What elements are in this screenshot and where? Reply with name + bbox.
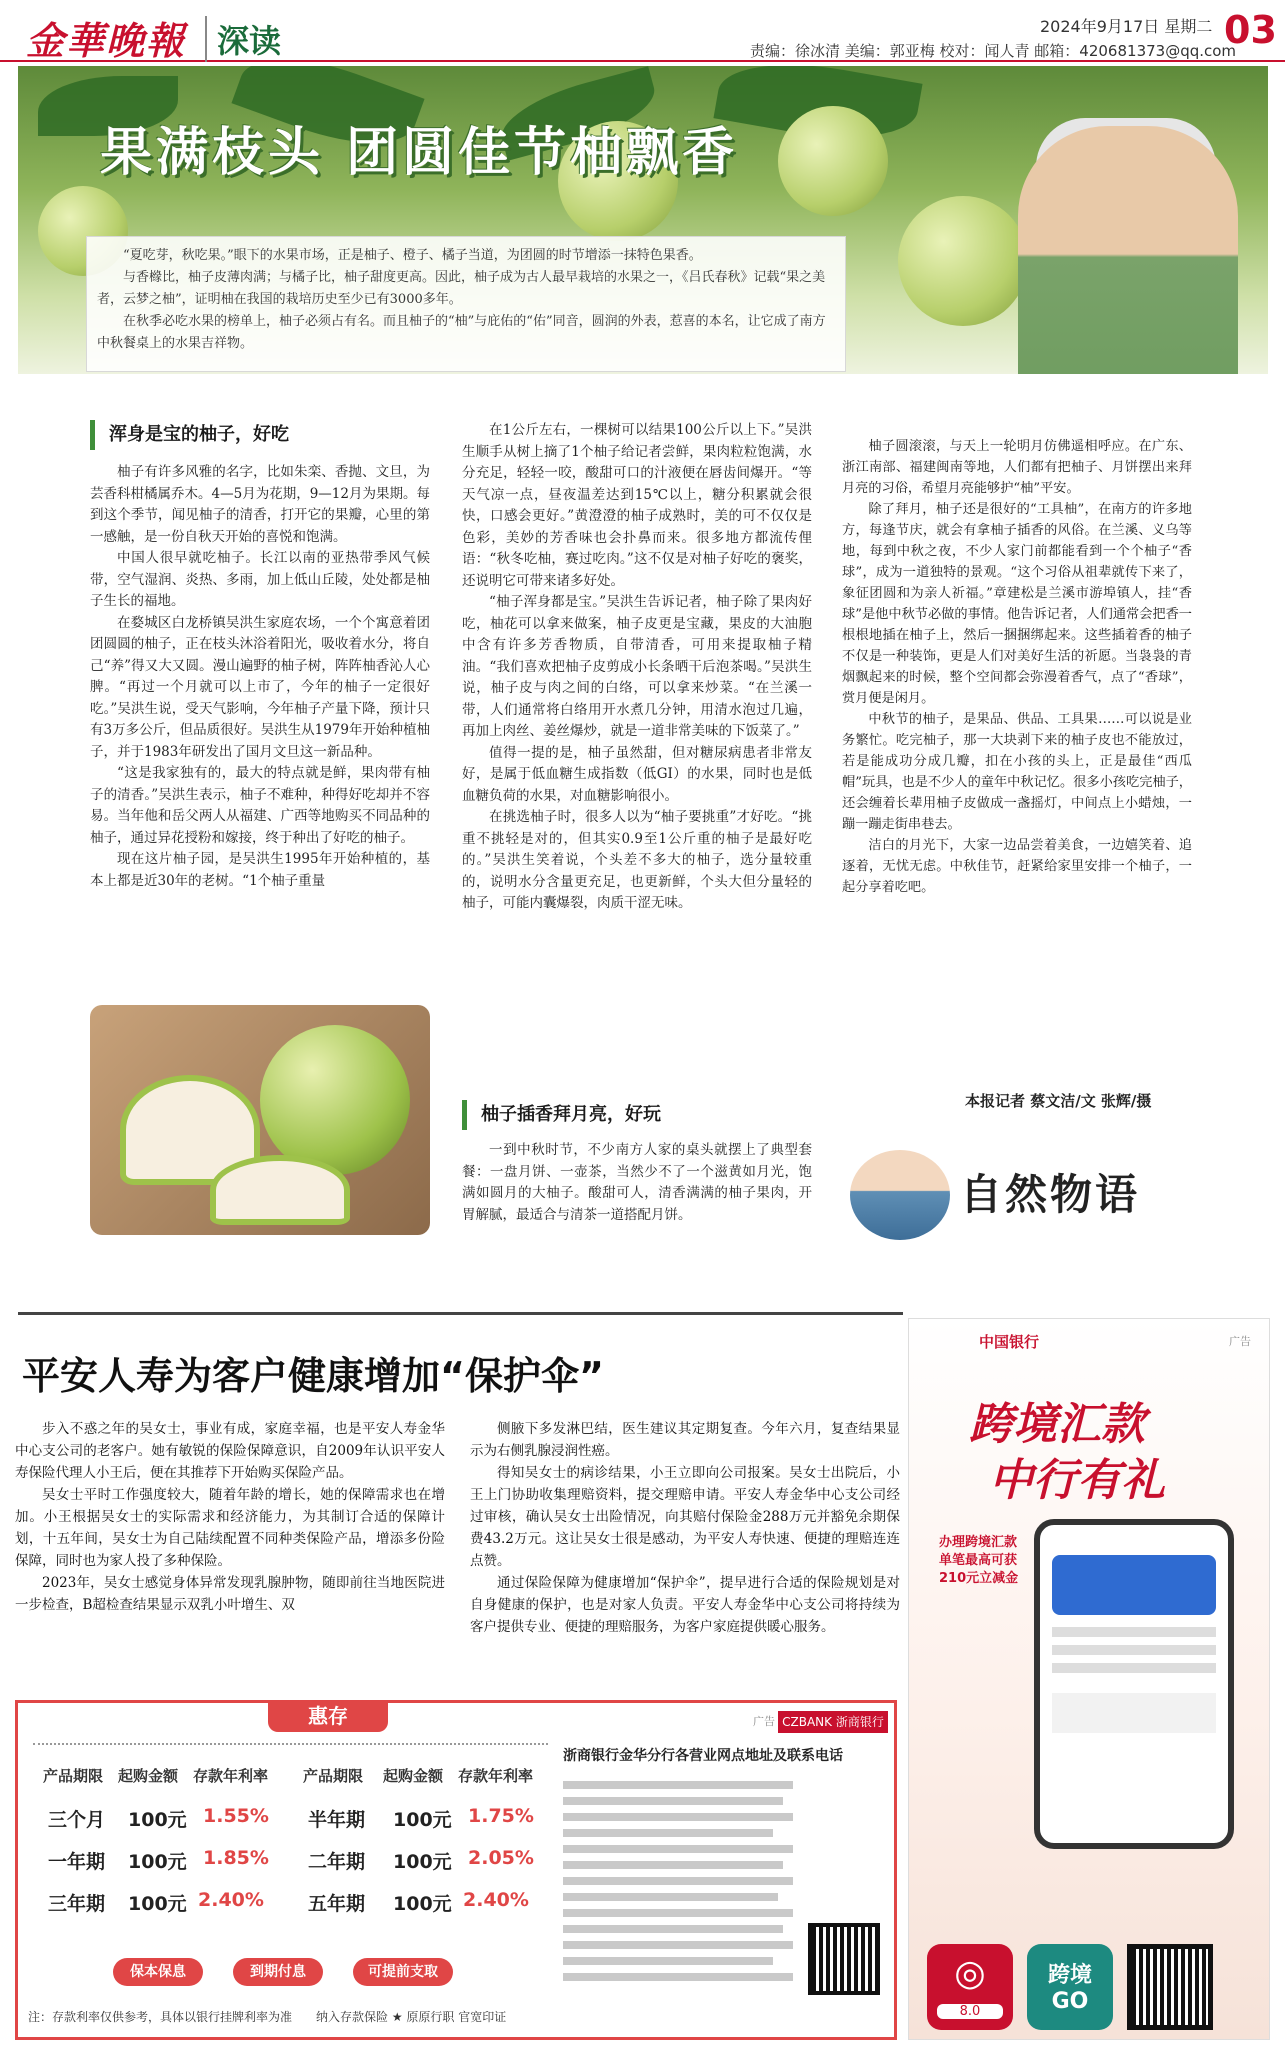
table-header: 存款年利率 <box>193 1767 269 1785</box>
editors-line: 责编：徐冰清 美编：郭亚梅 校对：闻人青 邮箱：420681373@qq.com <box>750 42 1237 60</box>
insurance-column-right <box>470 1418 900 1638</box>
byline: 本报记者 蔡文洁/文 张辉/摄 <box>965 1092 1152 1110</box>
paragraph: 在挑选柚子时，很多人以为“柚子要挑重”才好吃。“挑重不挑轻是对的，但其实0.9至1公斤重的柚子是最好吃的。”吴洪生笑着说，个头差不多大的柚子，选分量较重的，说明水分含量更充足，也更新鲜，个头大但分量轻的柚子，可能内囊爆裂，肉质干涩无味。 <box>462 809 812 911</box>
paragraph: 2023年，吴女士感觉身体异常发现乳腺肿物，随即前往当地医院进一步检查，B超检查结果显示双乳小叶增生、双 <box>15 1575 445 1613</box>
subheading-2: 柚子插香拜月亮，好玩 <box>462 1100 792 1130</box>
issue-date: 2024年9月17日 星期二 <box>1040 17 1213 36</box>
cross-border-icon: 跨境 GO <box>1027 1944 1113 2030</box>
czbank-logo: CZBANK 浙商银行 <box>778 1711 888 1733</box>
column-logo-text: 自然物语 <box>960 1170 1141 1219</box>
boc-logo: 中国银行 <box>979 1333 1040 1351</box>
table-cell: 三年期 <box>48 1893 106 1915</box>
paragraph: 洁白的月光下，大家一边品尝着美食，一边嬉笑着、追逐着，无忧无虑。中秋佳节，赶紧给家里安排一个柚子，一起分享着吃吧。 <box>842 838 1192 895</box>
paragraph: 在婺城区白龙桥镇吴洪生家庭农场，一个个寓意着团团圆圆的柚子，正在枝头沐浴着阳光，吸收着水分，将自己“养”得又大又圆。漫山遍野的柚子树，阵阵柚香沁人心脾。“再过一个月就可以上市了，今年的柚子一定很好吃。”吴洪生说，受天气影响，今年柚子产量下降，预计只有3万多公斤，但品质很好。吴洪生从1979年开始种植柚子，并于1983年研发出了国月文旦这一新品种。 <box>90 614 430 760</box>
paragraph: 一到中秋时节，不少南方人家的桌头就摆上了典型套餐：一盘月饼、一壶茶，当然少不了一个滋黄如月光，饱满如圆月的大柚子。酸甜可人，清香满满的柚子果肉，开胃解腻，最适合与清茶一道搭配月饼。 <box>462 1142 812 1223</box>
table-cell: 一年期 <box>48 1851 106 1873</box>
insurance-headline: 平安人寿为客户健康增加“保护伞” <box>22 1354 604 1398</box>
table-header: 起购金额 <box>118 1767 179 1785</box>
subheading-1: 浑身是宝的柚子，好吃 <box>90 420 420 450</box>
paragraph: 在1公斤左右，一棵树可以结果100公斤以上下。”吴洪生顺手从树上摘了1个柚子给记者尝鲜，果肉粒粒饱满，水分充足，轻轻一咬，酸甜可口的汁液便在唇齿间爆开。“等天气凉一点，昼夜温差达到15℃以上，糖分积累就会很快，口感会更好。”黄澄澄的柚子成熟时，美的可不仅仅是色彩，美妙的芳香味也会扑鼻而来。很多地方都流传俚语：“秋冬吃柚，赛过吃肉。”这不仅是对柚子好吃的褒奖，还说明它可带来诸多好处。 <box>462 422 812 589</box>
paragraph: 吴女士平时工作强度较大，随着年龄的增长，她的保障需求也在增加。小王根据吴女士的实际需求和经济能力，为其制订合适的保障计划，十五年间，吴女士为自己陆续配置不同种类保险产品，增添多份险保障，同时也为家人投了多种保险。 <box>15 1487 445 1569</box>
rate-cell: 2.40% <box>198 1889 264 1911</box>
paragraph: 得知吴女士的病诊结果，小王立即向公司报案。吴女士出院后，小王上门协助收集理赔资料，提交理赔申请。平安人寿金华中心支公司经过审核，确认吴女士出险情况，向其赔付保险金288万元并豁免余期保费43.2万元。这让吴女士很是感动，为平安人寿快速、便捷的理赔连连点赞。 <box>470 1465 900 1569</box>
article-column-3 <box>842 436 1192 898</box>
paragraph: 除了拜月，柚子还是很好的“工具柚”，在南方的许多地方，每逢节庆，就会有拿柚子插香的风俗。在兰溪、义乌等地，每到中秋之夜，不少人家门前都能看到一个个柚子“香球”，成为一道独特的景观。“这个习俗从祖辈就传下来了，象征团圆和为亲人祈福。”章建松是兰溪市游埠镇人，挂“香球”是他中秋节必做的事情。他告诉记者，人们通常会把香一根根地插在柚子上，然后一捆捆绑起来。这些插着香的柚子不仅是一种装饰，更是人们对美好生活的祈愿。当袅袅的青烟飘起来的时候，整个空间都会弥漫着香气，点了“香球”，赏月便是闲月。 <box>842 502 1192 706</box>
intro-paragraph: 与香橼比，柚子皮薄肉满；与橘子比，柚子甜度更高。因此，柚子成为古人最早栽培的水果之一，《吕氏春秋》记载“果之美者，云梦之柚”，证明柚在我国的栽培历史至少已有3000多年。 <box>97 270 826 307</box>
paragraph: 柚子圆滚滚，与天上一轮明月仿佛遥相呼应。在广东、浙江南部、福建闽南等地，人们都有把柚子、月饼摆出来拜月亮的习俗，希望月亮能够护“柚”平安。 <box>842 439 1192 496</box>
rate-cell: 2.40% <box>463 1889 529 1911</box>
paragraph: 侧腋下多发淋巴结，医生建议其定期复查。今年六月，复查结果显示为右侧乳腺浸润性癌。 <box>470 1421 900 1459</box>
page-number: 03 <box>1224 8 1277 52</box>
article-column-2b <box>462 1140 812 1226</box>
intro-paragraph: 在秋季必吃水果的榜单上，柚子必须占有名。而且柚子的“柚”与庇佑的“佑”同音，圆润的外表，惹喜的本名，让它成了南方中秋餐桌上的水果吉祥物。 <box>97 314 826 351</box>
table-cell: 100元 <box>128 1851 187 1873</box>
table-cell: 100元 <box>393 1809 452 1831</box>
table-cell: 三个月 <box>48 1809 106 1831</box>
masthead <box>0 0 1285 62</box>
qr-code <box>1127 1944 1213 2030</box>
intro-box <box>86 236 846 372</box>
qr-code <box>808 1923 880 1995</box>
feature-pill: 到期付息 <box>233 1958 323 1986</box>
table-cell: 100元 <box>393 1893 452 1915</box>
feature-pill: 保本保息 <box>113 1958 203 1986</box>
newspaper-logo: 金華晚報 <box>26 18 187 63</box>
boc-promo: 办理跨境汇款 单笔最高可获 210元立减金 <box>939 1535 1019 1586</box>
ad-label: 广告 <box>1229 1335 1251 1348</box>
boc-app-icon: ◎ 8.0 <box>927 1944 1013 2030</box>
phone-mockup <box>1034 1519 1234 1849</box>
section-name: 深读 <box>205 16 281 62</box>
paragraph: 中国人很早就吃柚子。长江以南的亚热带季风气候带，空气湿润、炎热、多雨，加上低山丘陵，处处都是柚子生长的福地。 <box>90 550 430 609</box>
rate-cell: 1.55% <box>203 1805 269 1827</box>
table-header: 产品期限 <box>43 1767 104 1785</box>
rate-cell: 1.75% <box>468 1805 534 1827</box>
rate-cell: 1.85% <box>203 1847 269 1869</box>
table-header: 起购金额 <box>383 1767 444 1785</box>
intro-paragraph: “夏吃芽，秋吃果。”眼下的水果市场，正是柚子、橙子、橘子当道，为团圆的时节增添一抹特色果香。 <box>123 248 702 263</box>
table-cell: 100元 <box>393 1851 452 1873</box>
article-column-2 <box>462 420 812 915</box>
boc-title-line: 中行有礼 <box>989 1455 1165 1506</box>
paragraph: “柚子浑身都是宝。”吴洪生告诉记者，柚子除了果肉好吃，柚花可以拿来做案，柚子皮更是宝藏，果皮的大油胞中含有许多芳香物质，自带清香，可用来提取柚子精油。“我们喜欢把柚子皮剪成小长条晒干后泡茶喝。”吴洪生说，柚子皮与肉之间的白络，可以拿来炒菜。“在兰溪一带，人们通常将白络用开水煮几分钟，用清水泡过几遍，再加上肉丝、姜丝爆炒，就是一道非常美味的下饭菜了。” <box>462 594 812 739</box>
paragraph: 步入不惑之年的吴女士，事业有成，家庭幸福，也是平安人寿金华中心支公司的老客户。她有敏锐的保险保障意识，自2009年认识平安人寿保险代理人小王后，便在其推荐下开始购买保险产品。 <box>15 1421 445 1481</box>
table-cell: 100元 <box>128 1893 187 1915</box>
table-cell: 半年期 <box>308 1809 366 1831</box>
headline: 果满枝头 团圆佳节柚飘香 <box>100 123 739 183</box>
farmer-photo <box>1018 126 1238 374</box>
boc-title <box>969 1397 1165 1509</box>
mountain-icon <box>850 1150 950 1240</box>
deposit-ad <box>15 1700 897 2040</box>
table-cell: 二年期 <box>308 1851 366 1873</box>
table-cell: 五年期 <box>308 1893 366 1915</box>
boc-title-line: 跨境汇款 <box>969 1399 1145 1450</box>
deposit-ad-tab: 惠存 <box>268 1700 388 1732</box>
table-cell: 100元 <box>128 1809 187 1831</box>
rate-cell: 2.05% <box>468 1847 534 1869</box>
feature-pill: 可提前支取 <box>353 1958 453 1986</box>
ad-label: 广告 <box>753 1715 775 1728</box>
branch-list-title: 浙商银行金华分行各营业网点地址及联系电话 <box>563 1748 843 1764</box>
paragraph: 现在这片柚子园，是吴洪生1995年开始种植的，基本上都是近30年的老树。“1个柚子重量 <box>90 851 430 889</box>
paragraph: 值得一提的是，柚子虽然甜，但对糖尿病患者非常友好，是属于低血糖生成指数（低GI）的水果，同时也是低血糖负荷的水果，对血糖影响很小。 <box>462 744 812 804</box>
table-header: 存款年利率 <box>458 1767 534 1785</box>
insurance-column-left <box>15 1418 445 1616</box>
column-logo <box>850 1140 1190 1250</box>
paragraph: “这是我家独有的，最大的特点就是鲜，果肉带有柚子的清香。”吴洪生表示，柚子不难种，种得好吃却并不容易。当年他和岳父两人从福建、广西等地购买不同品种的柚子，通过异花授粉和嫁接，终于种出了好吃的柚子。 <box>90 765 430 846</box>
pomelo-photo <box>90 1005 430 1235</box>
section-divider <box>18 1312 903 1315</box>
paragraph: 柚子有许多风雅的名字，比如朱栾、香抛、文旦，为芸香科柑橘属乔木。4—5月为花期，9—12月为果期。每到这个季节，闻见柚子的清香，打开它的果瓣，心里的第一感触，是一份自秋天开始的喜悦和饱满。 <box>90 464 430 545</box>
deposit-footnote: 注：存款利率仅供参考，具体以银行挂牌利率为准 纳入存款保险 ★ 原原行职 官宽印证 <box>28 2010 507 2024</box>
article-column-1 <box>90 462 430 892</box>
paragraph: 中秋节的柚子，是果品、供品、工具果……可以说是业务繁忙。吃完柚子，那一大块剥下来的柚子皮也不能放过，若是能成功分成几瓣，扣在小孩的头上，正是最佳“西瓜帽”玩具，也是不少人的童年中秋记忆。很多小孩吃完柚子，还会缠着长辈用柚子皮做成一盏摇灯，中间点上小蜡烛，一蹦一蹦走街串巷去。 <box>842 712 1192 832</box>
paragraph: 通过保险保障为健康增加“保护伞”，提早进行合适的保险规划是对自身健康的保护，也是对家人负责。平安人寿金华中心支公司将持续为客户提供专业、便捷的理赔服务，为客户家庭提供暖心服务。 <box>470 1575 900 1635</box>
table-header: 产品期限 <box>303 1767 364 1785</box>
boc-ad <box>908 1318 1270 2040</box>
